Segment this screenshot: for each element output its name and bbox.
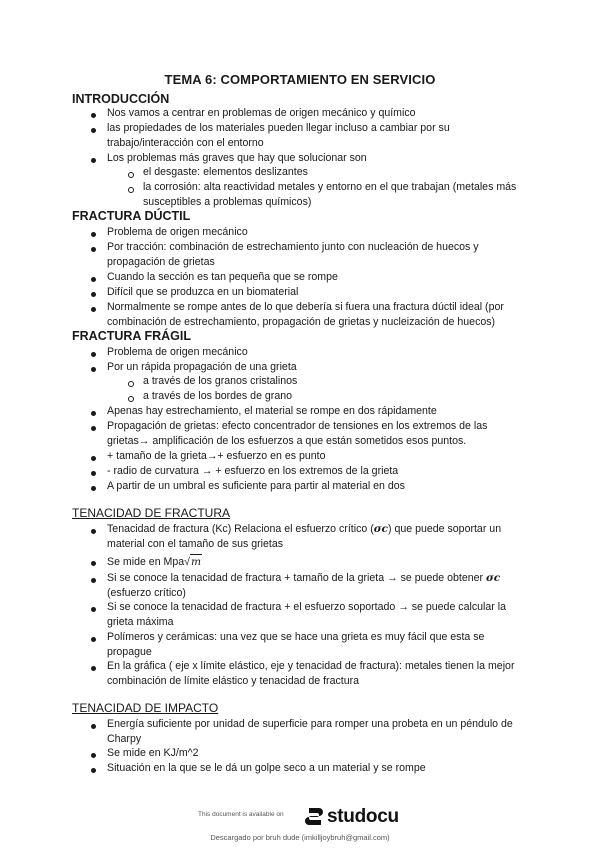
bullet-icon [91,768,96,773]
download-notice: Descargado por bruh dude (imkilljoybruh@gmail.com) [210,833,390,842]
bullet-icon [91,578,96,583]
bullet-icon [91,113,96,118]
text-run: (esfuerzo crítico) [107,587,186,599]
list-item: En la gráfica ( eje x límite elástico, eje y tenacidad de fractura): metales tienen la mejor combinación de límite elástico y tenacidad de fractura [107,660,515,687]
list-item: Nos vamos a centrar en problemas de origen mecánico y químico [107,107,416,119]
bullet-icon [91,666,96,671]
list-item: Energía suficiente por unidad de superficie para romper una probeta en un péndulo de Charpy [107,718,513,745]
bullet-icon [91,561,96,566]
sigma-c-symbol: σc [485,572,501,584]
list-item: - radio de curvatura → + esfuerzo en los extremos de la grieta [107,465,399,477]
section-heading-fractura-ductil: FRACTURA DÚCTIL [72,209,191,223]
list-item: a través de los bordes de grano [143,390,292,402]
section-heading-tenacidad-fractura: TENACIDAD DE FRACTURA [72,506,231,520]
list-item: Por tracción: combinación de estrechamiento junto con nucleación de huecos y propagación de grietas [107,241,479,268]
bullet-icon [91,529,96,534]
list-item: A partir de un umbral es suficiente para partir al material en dos [107,480,405,492]
list-item: Problema de origen mecánico [107,226,248,238]
bullet-icon [91,277,96,282]
bullet-icon [91,411,96,416]
text-run: Tenacidad de fractura (Kc) Relaciona el esfuerzo crítico ( [107,523,374,535]
text-run: ) que puede soportar un material con el tamaño de sus grietas [107,523,502,550]
bullet-icon [91,607,96,612]
list-item: Si se conoce la tenacidad de fractura + el esfuerzo soportado → se puede calcular la grieta máxima [107,601,506,628]
list-item: Difícil que se produzca en un biomaterial [107,286,299,298]
bullet-icon [91,158,96,163]
sub-bullet-icon [128,381,134,387]
list-item: Los problemas más graves que hay que solucionar son [107,152,367,164]
bullet-icon [91,352,96,357]
sigma-c-symbol: σc [373,523,388,535]
studocu-logo-icon[interactable] [305,806,325,828]
sub-bullet-icon [128,187,134,193]
bullet-icon [91,486,96,491]
list-item: Apenas hay estrechamiento, el material se rompe en dos rápidamente [107,405,437,417]
list-item: + tamaño de la grieta→+ esfuerzo en es punto [107,450,326,462]
list-item: Problema de origen mecánico [107,346,248,358]
list-item: la corrosión: alta reactividad metales y entorno en el que trabajan (metales más susceptibles a problemas químicos) [143,181,517,208]
list-item: Cuando la sección es tan pequeña que se rompe [107,271,338,283]
text-run: Se mide en Mpa [107,556,185,568]
list-item: Por un rápida propagación de una grieta [107,361,297,373]
list-item: Polímeros y cerámicas: una vez que se hace una grieta es muy fácil que esta se propague [107,631,485,658]
sub-bullet-icon [128,172,134,178]
sqrt-operand: m [190,556,202,568]
text-run: Si se conoce la tenacidad de fractura + tamaño de la grieta → se puede obtener [107,572,486,584]
sqrt-symbol: √ [184,556,190,568]
bullet-icon [91,637,96,642]
bullet-icon [91,426,96,431]
list-item: Situación en la que se le dá un golpe seco a un material y se rompe [107,762,426,774]
list-item [107,571,532,601]
list-item: Propagación de grietas: efecto concentrador de tensiones en los extremos de las grietas→ amplificación de los esfuerzos a que están sometidos esos puntos. [107,420,488,447]
bullet-icon [91,247,96,252]
bullet-icon [91,232,96,237]
studocu-logo-text[interactable]: studocu [327,806,399,827]
footer-available-text: This document is available on [198,811,284,818]
sub-bullet-icon [128,396,134,402]
bullet-icon [91,456,96,461]
list-item [107,554,527,570]
list-item [107,522,532,552]
list-item: Normalmente se rompe antes de lo que debería si fuera una fractura dúctil ideal (por combinación de estrechamiento, propagación de grietas y nucleización de huecos) [107,301,504,328]
list-item: las propiedades de los materiales pueden llegar incluso a cambiar por su trabajo/interacción con el entorno [107,122,450,149]
bullet-icon [91,753,96,758]
section-heading-fractura-fragil: FRACTURA FRÁGIL [72,329,191,343]
bullet-icon [91,128,96,133]
page-title: TEMA 6: COMPORTAMIENTO EN SERVICIO [164,72,436,87]
list-item: a través de los granos cristalinos [143,375,298,387]
list-item: Se mide en KJ/m^2 [107,747,199,759]
list-item: el desgaste: elementos deslizantes [143,166,308,178]
bullet-icon [91,307,96,312]
bullet-icon [91,292,96,297]
section-heading-tenacidad-impacto: TENACIDAD DE IMPACTO [72,701,219,715]
section-heading-introduccion: INTRODUCCIÓN [72,92,170,106]
bullet-icon [91,724,96,729]
bullet-icon [91,367,96,372]
bullet-icon [91,471,96,476]
